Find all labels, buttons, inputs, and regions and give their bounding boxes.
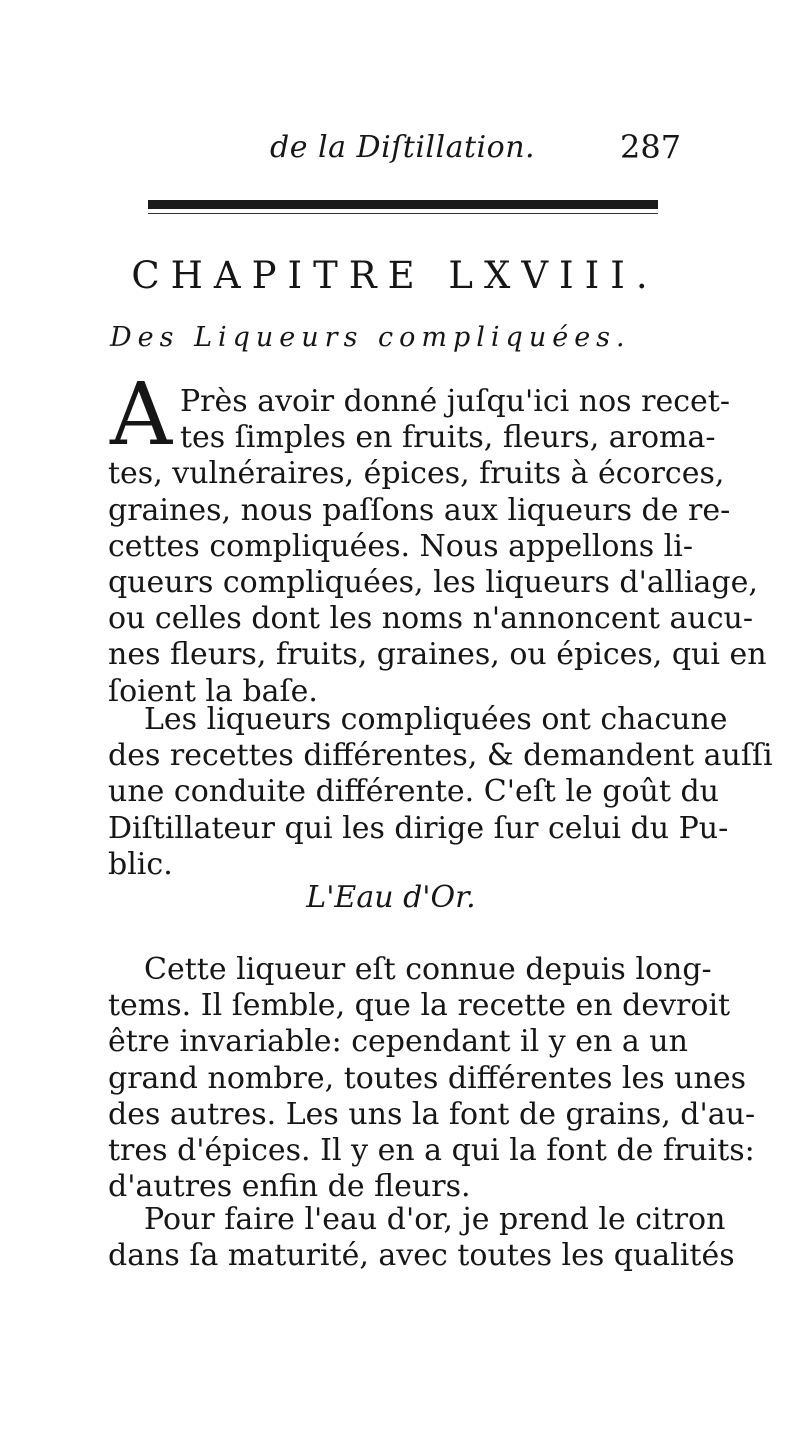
text-line: tes ſimples en fruits, fleurs, aroma- xyxy=(180,420,716,456)
paragraph-2 xyxy=(108,702,773,883)
text-line: ſoient la baſe. xyxy=(108,673,318,709)
text-line: une conduite différente. C'eſt le goût du xyxy=(108,774,719,810)
text-line: nes fleurs, fruits, graines, ou épices, qui en xyxy=(108,637,767,673)
section-title: Des Liqueurs compliquées. xyxy=(110,322,631,353)
text-line: Diſtillateur qui les dirige ſur celui du Pu- xyxy=(108,810,729,846)
text-line: Cette liqueur eſt connue depuis long- xyxy=(144,952,712,987)
text-line: Pour faire l'eau d'or, je prend le citron xyxy=(144,1202,726,1237)
running-title: de la Diſtillation. xyxy=(270,130,536,165)
text-line: ou celles dont les noms n'annoncent aucu- xyxy=(108,601,753,637)
paragraph-1 xyxy=(108,384,767,710)
text-line: tems. Il ſemble, que la recette en devroit xyxy=(108,988,731,1024)
text-line: d'autres enfin de fleurs. xyxy=(108,1169,471,1205)
page-number: 287 xyxy=(620,128,682,166)
text-line: queurs compliquées, les liqueurs d'alliage, xyxy=(108,565,758,601)
text-line: blic. xyxy=(108,846,173,882)
text-line: graines, nous paſſons aux liqueurs de re- xyxy=(108,492,731,528)
text-line: dans ſa maturité, avec toutes les qualités xyxy=(108,1238,735,1274)
text-line: grand nombre, toutes différentes les unes xyxy=(108,1060,746,1096)
text-line: des recettes différentes, & demandent auſſi xyxy=(108,738,773,774)
text-line: Près avoir donné juſqu'ici nos recet- xyxy=(180,384,730,419)
text-line: cettes compliquées. Nous appellons li- xyxy=(108,528,693,564)
paragraph-4 xyxy=(108,1202,735,1274)
chapter-title: CHAPITRE LXVIII. xyxy=(131,254,659,297)
text-line: tes, vulnéraires, épices, fruits à écorces, xyxy=(108,456,725,492)
drop-cap: A xyxy=(110,365,173,465)
text-line: tres d'épices. Il y en a qui la font de fruits: xyxy=(108,1133,755,1169)
header-rule-thin xyxy=(148,213,658,214)
text-line: être invariable: cependant il y en a un xyxy=(108,1024,688,1060)
text-line: Les liqueurs compliquées ont chacune xyxy=(144,702,728,737)
text-line: des autres. Les uns la font de grains, d'au- xyxy=(108,1096,756,1132)
header-rule-thick xyxy=(148,200,658,209)
paragraph-3 xyxy=(108,952,756,1205)
recipe-heading: L'Eau d'Or. xyxy=(306,880,476,915)
